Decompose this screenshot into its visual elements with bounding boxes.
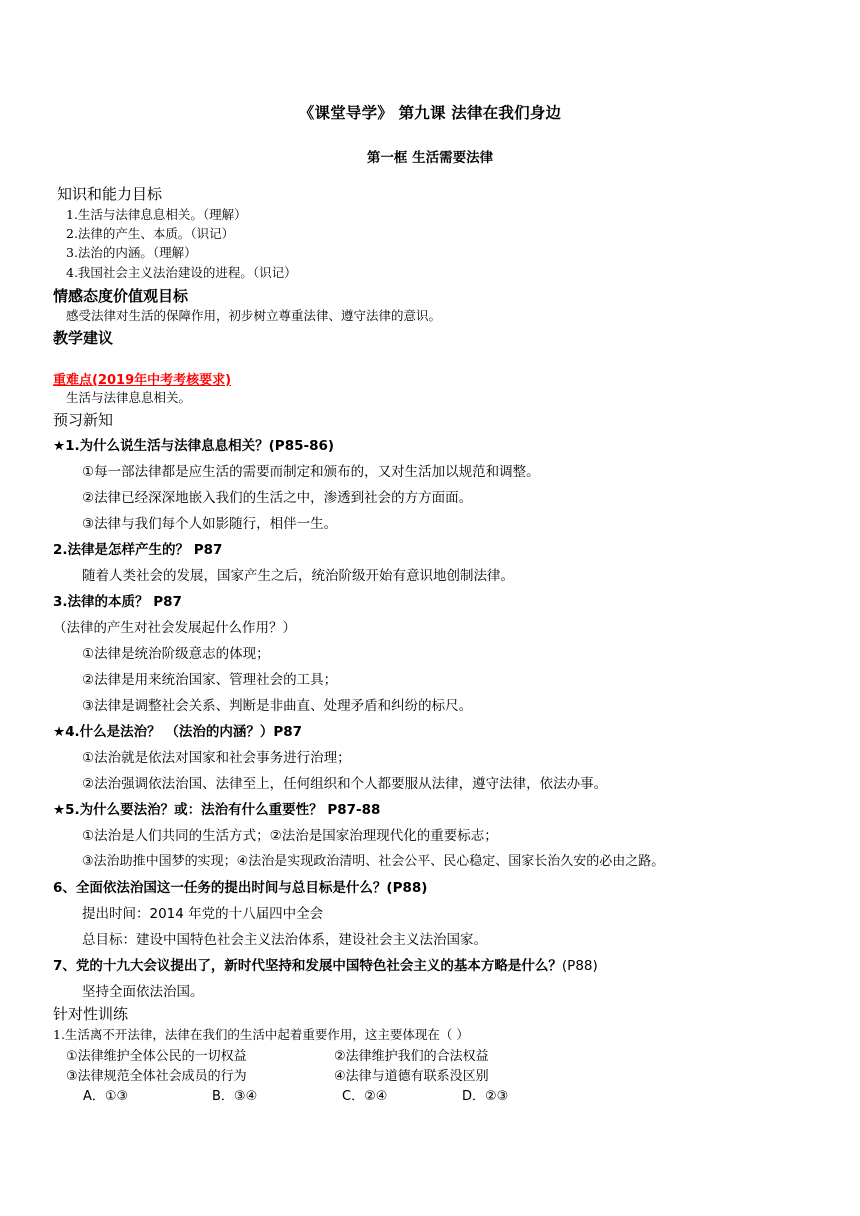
training-statement-4: ④法律与道德有联系没区别	[334, 1069, 489, 1084]
knowledge-item-2: 2.法律的产生、本质。（识记）	[66, 226, 235, 241]
training-option-c: C．②④	[342, 1089, 388, 1104]
emotion-text: 感受法律对生活的保障作用，初步树立尊重法律、遵守法律的意识。	[66, 308, 442, 323]
question-4-line-2: ②法治强调依法治国、法律至上，任何组织和个人都要服从法律，遵守法律，依法办事。	[82, 776, 608, 792]
question-1-line-1: ①每一部法律都是应生活的需要而制定和颁布的，又对生活加以规范和调整。	[82, 464, 540, 480]
question-6-title: 6、全面依法治国这一任务的提出时间与总目标是什么？(P88)	[53, 880, 428, 896]
question-5-title: ★5.为什么要法治？或：法治有什么重要性？ P87-88	[53, 802, 381, 818]
knowledge-item-4: 4.我国社会主义法治建设的进程。（识记）	[66, 265, 297, 280]
training-heading: 针对性训练	[53, 1005, 129, 1023]
knowledge-item-1: 1.生活与法律息息相关。（理解）	[66, 207, 247, 222]
question-7-line-1: 坚持全面依法治国。	[82, 984, 204, 1000]
question-5-line-2: ③法治助推中国梦的实现；④法治是实现政治清明、社会公平、民心稳定、国家长治久安的必由之路。	[82, 854, 665, 869]
emotion-heading: 情感态度价值观目标	[53, 287, 189, 305]
training-option-a: A．①③	[83, 1089, 129, 1104]
question-7-title: 7、党的十九大会议提出了，新时代坚持和发展中国特色社会主义的基本方略是什么？	[53, 958, 562, 974]
question-3-line-2: ②法律是用来统治国家、管理社会的工具；	[82, 672, 338, 688]
knowledge-item-3: 3.法治的内涵。（理解）	[66, 245, 197, 260]
question-3-line-1: ①法律是统治阶级意志的体现；	[82, 646, 270, 662]
question-6-line-1: 提出时间：2014 年党的十八届四中全会	[82, 906, 324, 922]
question-7-title-row	[53, 954, 598, 974]
teaching-heading: 教学建议	[53, 329, 114, 347]
knowledge-heading: 知识和能力目标	[57, 185, 163, 203]
page-subtitle: 第一框 生活需要法律	[366, 150, 494, 166]
question-6-line-2: 总目标：建设中国特色社会主义法治体系，建设社会主义法治国家。	[82, 932, 487, 948]
question-1-title: ★1.为什么说生活与法律息息相关？(P85-86)	[53, 438, 335, 454]
question-3-title: 3.法律的本质？ P87	[53, 594, 182, 610]
question-2-title: 2.法律是怎样产生的？ P87	[53, 542, 223, 558]
training-option-b: B．③④	[212, 1089, 258, 1104]
question-3-line-3: ③法律是调整社会关系、判断是非曲直、处理矛盾和纠纷的标尺。	[82, 698, 473, 714]
question-1-line-3: ③法律与我们每个人如影随行，相伴一生。	[82, 516, 338, 532]
question-4-line-1: ①法治就是依法对国家和社会事务进行治理；	[82, 750, 351, 766]
key-points-text: 生活与法律息息相关。	[66, 390, 192, 405]
training-question: 1.生活离不开法律，法律在我们的生活中起着重要作用，这主要体现在（ ）	[53, 1027, 469, 1042]
training-statement-3: ③法律规范全体社会成员的行为	[66, 1069, 247, 1084]
question-1-line-2: ②法律已经深深地嵌入我们的生活之中，渗透到社会的方方面面。	[82, 490, 473, 506]
question-7-page-ref: (P88)	[561, 958, 598, 974]
training-statement-2: ②法律维护我们的合法权益	[334, 1049, 489, 1064]
question-4-title: ★4.什么是法治？ （法治的内涵？）P87	[53, 724, 303, 740]
question-2-line-1: 随着人类社会的发展，国家产生之后，统治阶级开始有意识地创制法律。	[82, 568, 514, 584]
preview-heading: 预习新知	[53, 411, 114, 429]
page-title: 《课堂导学》 第九课 法律在我们身边	[298, 104, 562, 122]
training-statement-1: ①法律维护全体公民的一切权益	[66, 1049, 247, 1064]
question-5-line-1: ①法治是人们共同的生活方式；②法治是国家治理现代化的重要标志；	[82, 828, 498, 844]
key-points-heading: 重难点(2019年中考考核要求)	[53, 373, 232, 388]
question-3-sub: （法律的产生对社会发展起什么作用？）	[53, 620, 296, 636]
training-option-d: D．②③	[462, 1089, 509, 1104]
